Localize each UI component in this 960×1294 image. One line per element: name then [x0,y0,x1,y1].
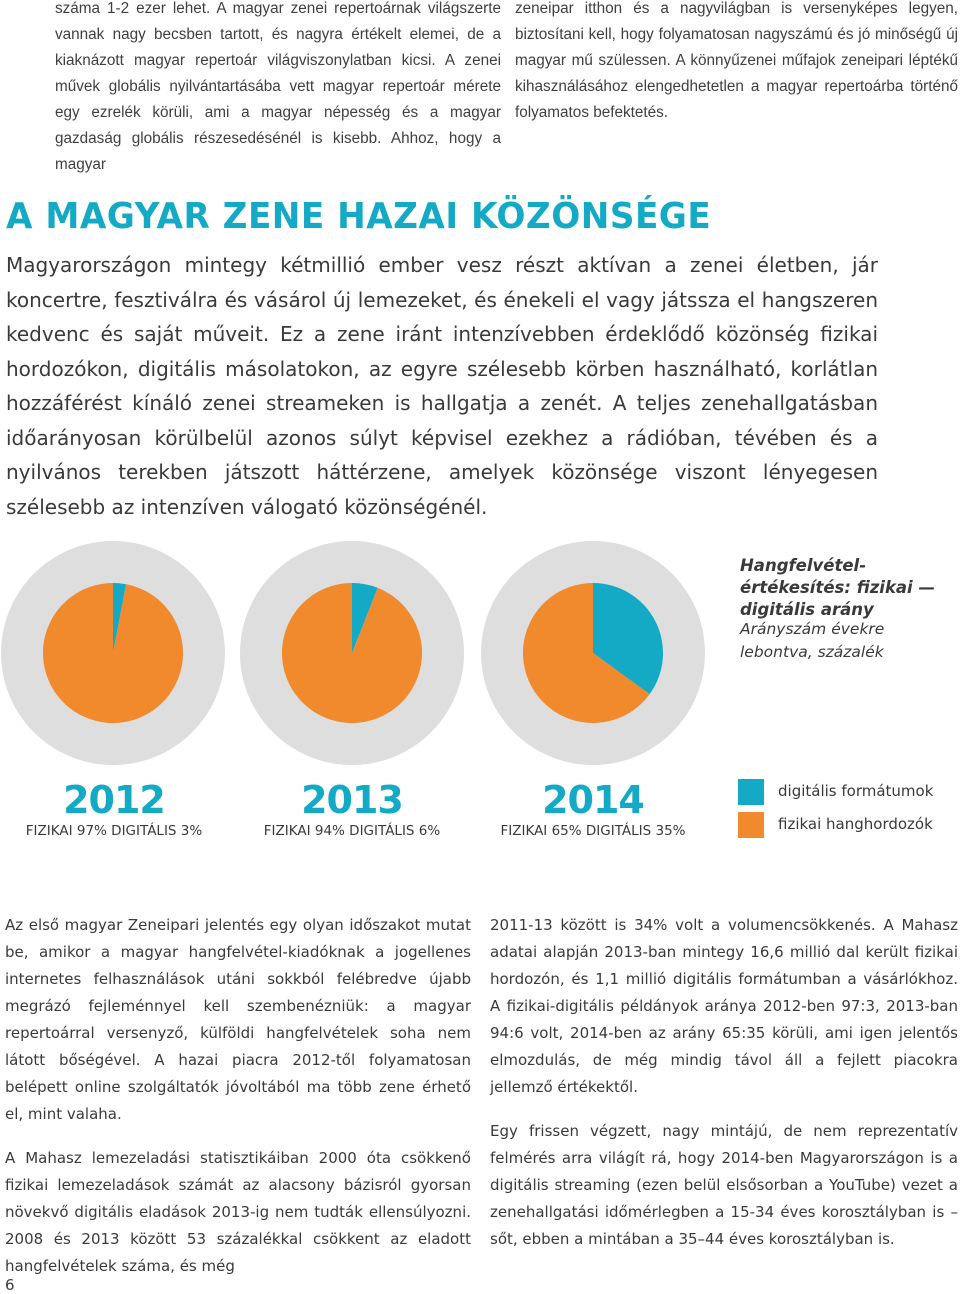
pie-slice-physical-2013 [282,583,422,723]
bottom-right-paragraph-2: Egy frissen végzett, nagy mintájú, de nem reprezentatív felmérés arra világít rá, hogy 2014-ben Magyarországon is a digitális streaming (ezen belül elsősorban a YouTube) vezet a zenehallgatási időmérlegben a 15-34 éves korosztályban is – sőt, ebben a mintában a 35–44 éves korosztályban is. [490,1122,958,1248]
legend-swatch-digital [738,779,764,805]
year-caption-2012: FIZIKAI 97% DIGITÁLIS 3% [25,823,203,839]
chart-title: Hangfelvétel-értékesítés: fizikai — digitális arány [740,556,935,619]
year-caption-2013: FIZIKAI 94% DIGITÁLIS 6% [263,823,441,839]
year-label-2012: 2012 [63,778,165,822]
top-left-column [55,0,501,178]
top-right-paragraph: zeneipar itthon és a nagyvilágban is versenyképes legyen, biztosítani kell, hogy folyamatosan nagyszámú és jó minőségű új magyar mű szülessen. A könnyűzenei műfajok zeneipari léptékű kihasználásához elengedhetetlen a magyar repertoárba történő folyamatos befektetés. [515,0,958,121]
section-heading: A MAGYAR ZENE HAZAI KÖZÖNSÉGE [6,196,712,237]
year-label-2013: 2013 [301,778,403,822]
year-label-2014: 2014 [542,778,644,822]
legend-label-digital: digitális formátumok [778,782,934,800]
pie-slice-physical-2012 [43,583,183,723]
top-right-column [515,0,958,126]
bottom-left-paragraph-1: Az első magyar Zeneipari jelentés egy olyan időszakot mutat be, amikor a magyar hangfelvétel-kiadóknak a jogellenes internetes felhasználások utáni sokkból felébredve újabb megrázó fejleménnyel kell szembenézniük: a magyar repertoárral versenyző, külföldi hangfelvételek soha nem látott bőségével. A hazai piacra 2012-től folyamatosan belépett online szolgáltatók jóvoltából ma több zene érhető el, mint valaha. [5,916,471,1123]
chart-subtitle: Arányszám évekre lebontva, százalék [740,620,885,661]
legend-label-physical: fizikai hanghordozók [778,815,933,833]
page-number: 6 [5,1276,15,1294]
bottom-left-paragraph-2: A Mahasz lemezeladási statisztikáiban 2000 óta csökkenő fizikai lemezeladások számát az alacsony bázisról gyorsan növekvő digitális eladások 2013-ig nem tudták ellensúlyozni. 2008 és 2013 között 53 százalékkal csökkent az eladott hangfelvételek száma, és még [5,1149,471,1275]
bottom-right-paragraph-1: 2011-13 között is 34% volt a volumencsökkenés. A Mahasz adatai alapján 2013-ban mintegy 16,6 millió dal került fizikai hordozón, és 1,1 millió digitális formátumban a vásárlókhoz. A fizikai-digitális példányok aránya 2012-ben 97:3, 2013-ban 94:6 volt, 2014-ben az arány 65:35 körüli, ami igen jelentős elmozdulás, de még mindig távol áll a fejlett piacokra jellemző értékektől. [490,916,958,1096]
section-intro: Magyarországon mintegy kétmillió ember vesz részt aktívan a zenei életben, jár koncertre, fesztiválra és vásárol új lemezeket, és énekeli el vagy játssza el hangszeren kedvenc és saját műveit. Ez a zene iránt intenzívebben érdeklődő közönség fizikai hordozókon, digitális másolatokon, az egyre szélesebb körben használható, korlátlan hozzáférést kínáló zenei streameken is hallgatja a zenét. A teljes zenehallgatásban időarányosan körülbelül azonos súlyt képvisel ezekhez a rádióban, tévében és a nyilvános terekben játszott háttérzene, amelyek közönsége viszont lényegesen szélesebb az intenzíven válogató közönségénél. [6,253,878,519]
legend-swatch-physical [738,812,764,838]
year-caption-2014: FIZIKAI 65% DIGITÁLIS 35% [500,823,686,839]
bottom-left-column [5,912,471,1280]
bottom-right-column [490,912,958,1253]
top-left-paragraph: száma 1-2 ezer lehet. A magyar zenei repertoárnak világszerte vannak nagy becsben tartott, és nagyra értékelt elemei, de a kiaknázott magyar repertoár világviszonylatban kicsi. A zenei művek globális nyilvántartásába vett magyar repertoár mérete egy ezrelék körüli, ami a magyar népesség és a magyar gazdaság globális részesedésénél is kisebb. Ahhoz, hogy a magyar [55,0,501,173]
